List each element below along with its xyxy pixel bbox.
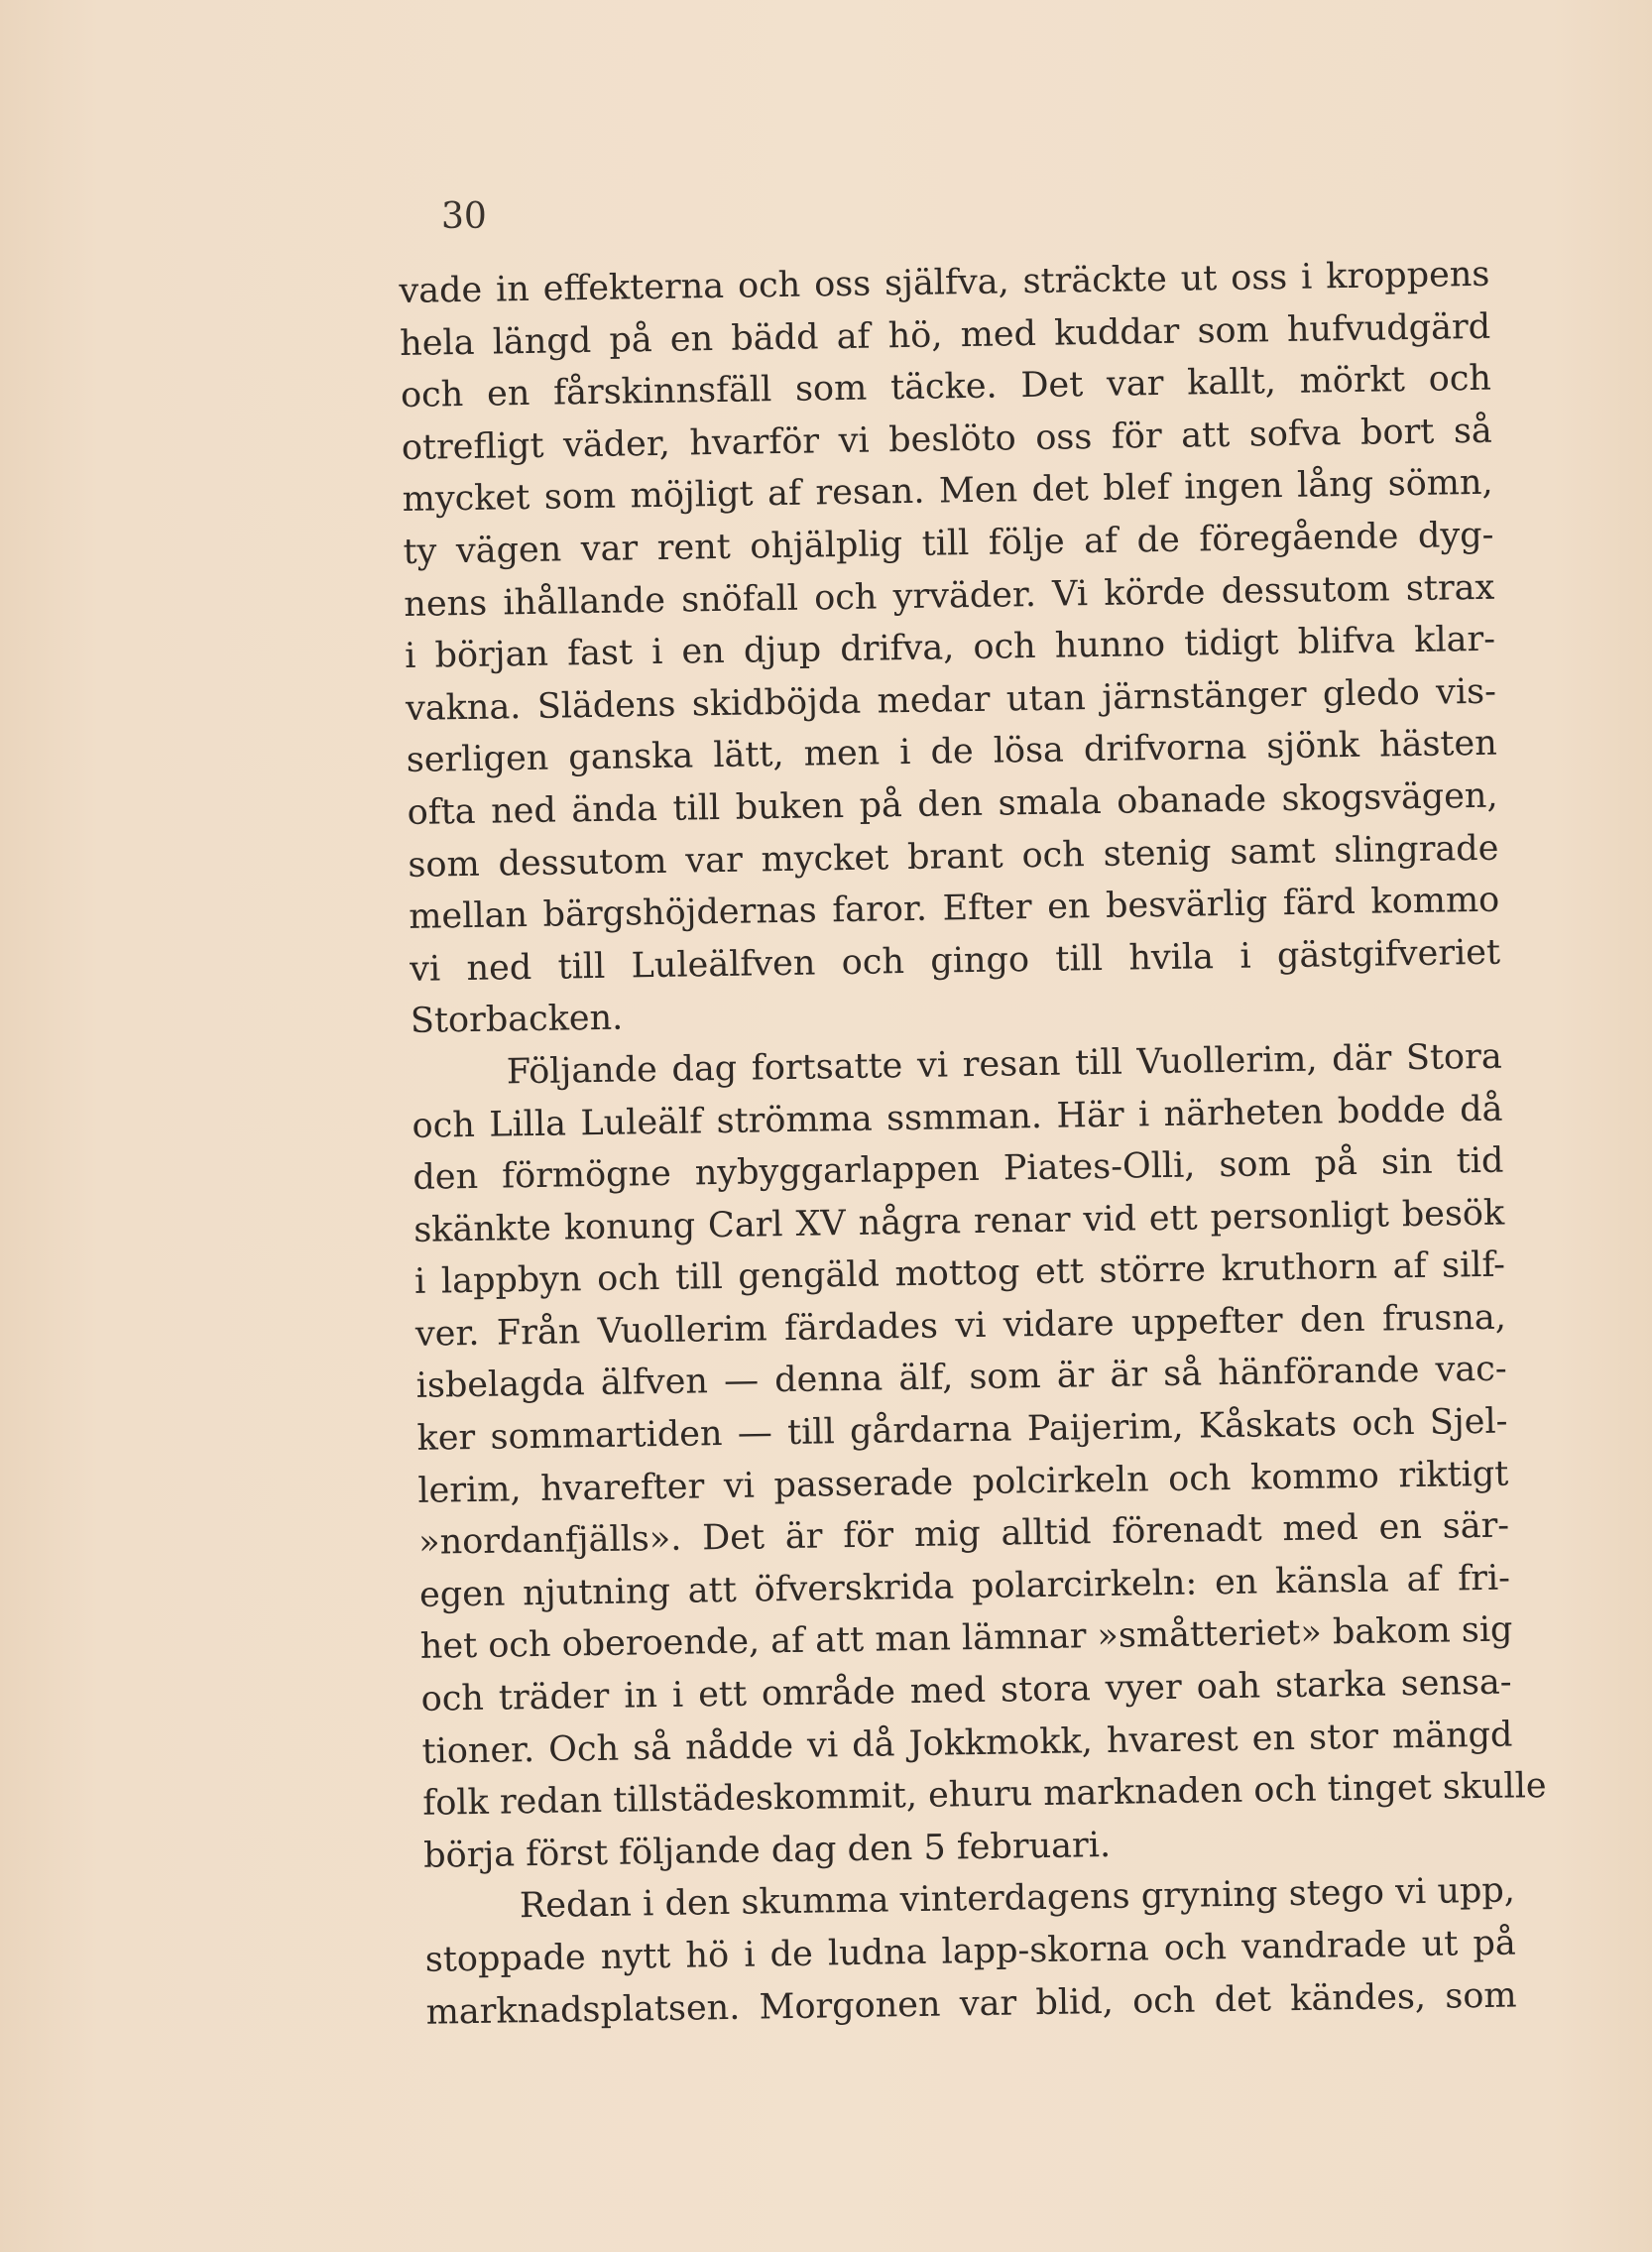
text-line: skänkte konung Carl XV några renar vid ett personligt besök bbox=[413, 1193, 1505, 1250]
text-line: och träder in i ett område med stora vyer oah starka sensa- bbox=[420, 1662, 1512, 1719]
text-line: isbelagda älfven — denna älf, som är är så hänförande vac- bbox=[415, 1350, 1507, 1407]
text-line: Storbacken. bbox=[410, 998, 624, 1042]
text-line: hela längd på en bädd af hö, med kuddar som hufvudgärd bbox=[399, 306, 1491, 364]
text-line: het och oberoende, af att man lämnar »småtteriet» bakom sig bbox=[419, 1609, 1513, 1668]
text-line: vi ned till Luleälfven och gingo till hvila i gästgifveriet bbox=[409, 932, 1501, 990]
text-line: otrefligt väder, hvarför vi beslöto oss för att sofva bort så bbox=[401, 411, 1493, 468]
text-line: den förmögne nybyggarlappen Piates-Olli, som på sin tid bbox=[413, 1140, 1504, 1198]
text-line: mycket som möjligt af resan. Men det blef ingen lång sömn, bbox=[402, 463, 1493, 521]
body-text bbox=[399, 249, 1547, 2039]
text-line: »nordanfjälls». Det är för mig alltid förenadt med en sär- bbox=[417, 1505, 1510, 1564]
text-line: som dessutom var mycket brant och stenig samt slingrade bbox=[408, 828, 1499, 886]
text-line: egen njutning att öfverskrida polarcirkeln: en känsla af fri- bbox=[418, 1558, 1511, 1615]
text-line: och Lilla Luleälf strömma ssmman. Här i närheten bodde då bbox=[412, 1089, 1503, 1146]
text-line: i lappbyn och till gengäld mottog ett större kruthorn af silf- bbox=[413, 1245, 1506, 1303]
text-line: stoppade nytt hö i de ludna lapp-skorna och vandrade ut på bbox=[424, 1923, 1517, 1980]
text-line: lerim, hvarefter vi passerade polcirkeln och kommo riktigt bbox=[417, 1454, 1509, 1511]
text-line: och en fårskinnsfäll som täcke. Det var kallt, mörkt och bbox=[400, 358, 1492, 416]
text-line: ty vägen var rent ohjälplig till följe af de föregående dyg- bbox=[403, 515, 1494, 572]
text-line: tioner. Och så nådde vi då Jokkmokk, hvarest en stor mängd bbox=[421, 1715, 1513, 1772]
text-line: Följande dag fortsatte vi resan till Vuollerim, där Stora bbox=[506, 1036, 1502, 1093]
text-line: vakna. Slädens skidböjda medar utan järnstänger gledo vis- bbox=[405, 671, 1497, 729]
text-line: vade in effekterna och oss själfva, sträckte ut oss i kroppens bbox=[399, 254, 1490, 311]
text-line: börja först följande dag den 5 februari. bbox=[422, 1825, 1112, 1876]
text-line: ver. Från Vuollerim färdades vi vidare uppefter den frusna, bbox=[414, 1297, 1507, 1355]
text-line: Redan i den skumma vinterdagens gryning stego vi upp, bbox=[519, 1870, 1516, 1927]
text-line: mellan bärgshöjdernas faror. Efter en besvärlig färd kommo bbox=[409, 880, 1500, 938]
page-number: 30 bbox=[441, 196, 487, 237]
text-line: ofta ned ända till buken på den smala obanade skogsvägen, bbox=[407, 775, 1498, 833]
text-line: folk redan tillstädeskommit, ehuru marknaden och tinget skulle bbox=[422, 1766, 1547, 1825]
text-line: marknadsplatsen. Morgonen var blid, och det kändes, som bbox=[425, 1975, 1517, 2033]
text-line: nens ihållande snöfall och yrväder. Vi körde dessutom strax bbox=[404, 567, 1495, 625]
text-line: ker sommartiden — till gårdarna Paijerim, Kåskats och Sjel- bbox=[416, 1401, 1508, 1459]
text-line: i början fast i en djup drifva, och hunno tidigt blifva klar- bbox=[404, 619, 1496, 677]
text-line: serligen ganska lätt, men i de lösa drifvorna sjönk hästen bbox=[406, 724, 1498, 781]
